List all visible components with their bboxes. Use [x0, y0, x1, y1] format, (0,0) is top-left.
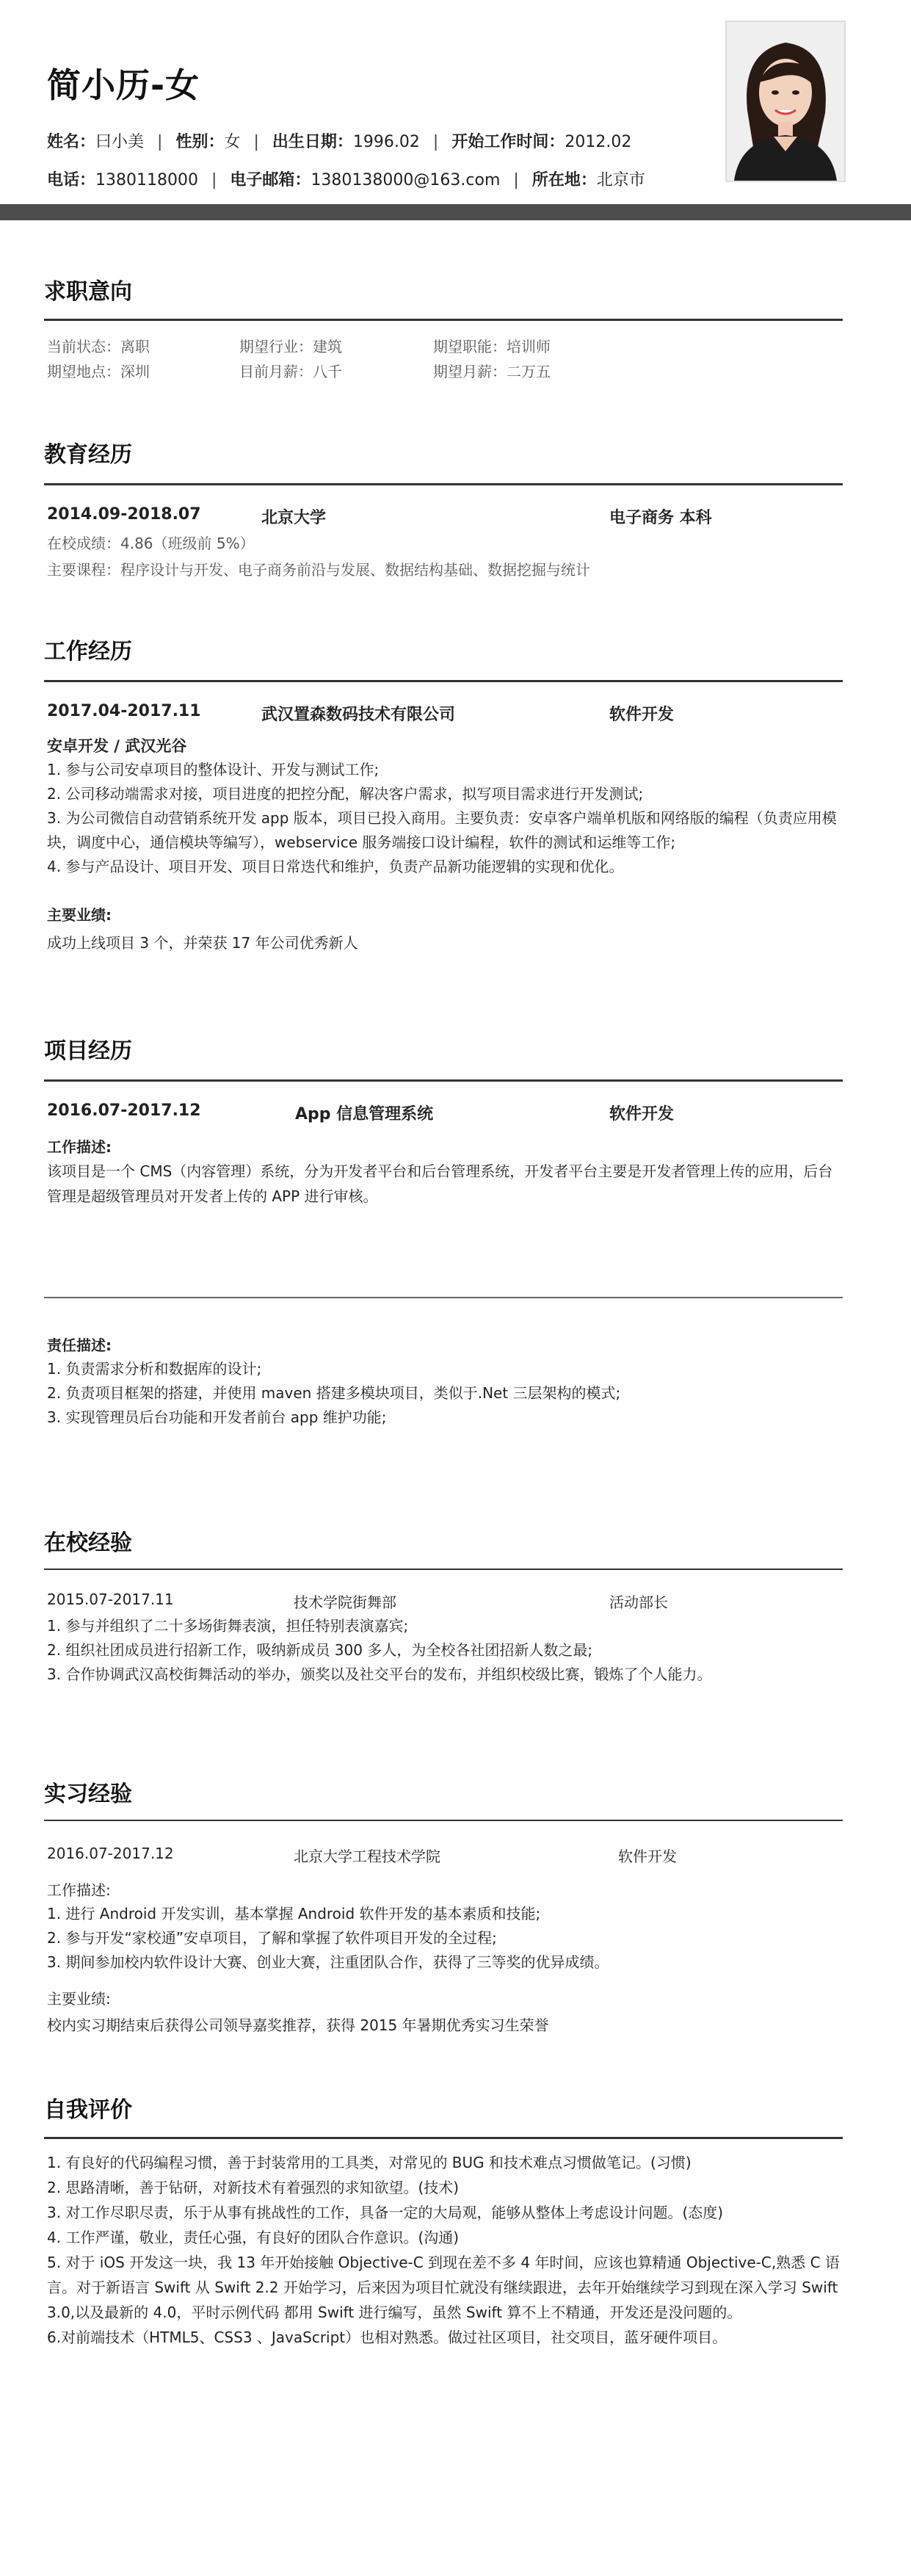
work-achieve-label: 主要业绩: [47, 906, 112, 924]
section-divider [44, 1297, 843, 1298]
campus-period: 2015.07-2017.11 [47, 1591, 174, 1608]
work-section-title: 工作经历 [44, 639, 132, 665]
separator: | [253, 133, 259, 151]
work-company: 武汉置森数码技术有限公司 [261, 706, 456, 724]
section-divider [44, 319, 843, 321]
list-item: 6.对前端技术（HTML5、CSS3 、JavaScript）也相对熟悉。做过社区项目，社交项目，蓝牙硬件项目。 [47, 2329, 727, 2346]
list-item: 2. 组织社团成员进行招新工作，吸纳新成员 300 多人，为全校各社团招新人数之最; [47, 1641, 593, 1659]
list-item: 2. 参与开发“家校通”安卓项目，了解和掌握了软件项目开发的全过程; [47, 1929, 497, 1947]
intern-section-title: 实习经验 [44, 1781, 132, 1807]
phone-label: 电话： [47, 171, 96, 189]
work-start-value: 2012.02 [565, 133, 632, 151]
location-value: 北京市 [596, 171, 645, 189]
section-divider [44, 1079, 843, 1082]
education-score: 在校成绩：4.86（班级前 5%） [47, 535, 255, 552]
intern-org: 北京大学工程技术学院 [294, 1848, 440, 1865]
intern-desc-label: 工作描述: [47, 1881, 111, 1899]
phone-value: 1380118000 [95, 171, 198, 189]
self-eval-list [47, 2150, 843, 2350]
section-divider [44, 1569, 843, 1570]
list-item: 2. 思路清晰，善于钻研，对新技术有着强烈的求知欲望。(技术) [47, 2179, 460, 2196]
list-item: 5. 对于 iOS 开发这一块，我 13 年开始接触 Objective-C 到现在差不多 4 年时间，应该也算精通 Objective-C,熟悉 C 语言。对于新语言 Swift 从 Swift 2.2 开始学习，后来因为项目忙就没有继续跟进，去年开始继续学习到现在深入学习 Swift 3.0,以及最新的 4.0，平时示例代码 都用 Swift 进行编写，虽然 Swift 算不上不精通，开发还是没问题的。 [47, 2254, 840, 2321]
resume-title: 简小历-女 [47, 65, 200, 105]
name-value: 曰小美 [95, 133, 145, 151]
portrait-icon [727, 22, 844, 181]
intent-status [47, 335, 150, 356]
list-item: 1. 参与公司安卓项目的整体设计、开发与测试工作; [47, 761, 380, 778]
list-item: 3. 为公司微信自动营销系统开发 app 版本，项目已投入商用。主要负责：安卓客户端单机版和网络版的编程（负责应用模块，调度中心，通信模块等编写），webservice 服务端接口设计编程，软件的测试和运维等工作; [47, 809, 837, 851]
section-divider [44, 1820, 843, 1821]
separator: | [513, 171, 519, 189]
email-label: 电子邮箱： [230, 171, 311, 189]
intent-industry [239, 335, 342, 356]
list-item: 4. 参与产品设计、项目开发、项目日常迭代和维护，负责产品新功能逻辑的实现和优化。 [47, 858, 624, 875]
project-desc-label: 工作描述: [47, 1138, 112, 1156]
basic-info-line-2 [47, 167, 645, 190]
self-section-title: 自我评价 [44, 2097, 132, 2123]
list-item: 3. 期间参加校内软件设计大赛、创业大赛，注重团队合作，获得了三等奖的优异成绩。 [47, 1953, 609, 1971]
intern-period: 2016.07-2017.12 [47, 1845, 174, 1862]
education-period: 2014.09-2018.07 [47, 505, 201, 524]
basic-info-line-1 [47, 129, 631, 152]
list-item: 2. 公司移动端需求对接，项目进度的把控分配，解决客户需求，拟写项目需求进行开发测试; [47, 785, 644, 803]
intent-expected-salary-value: 二万五 [507, 363, 551, 380]
separator: | [211, 171, 217, 189]
intern-achieve: 校内实习期结束后获得公司领导嘉奖推荐，获得 2015 年暑期优秀实习生荣誉 [47, 2016, 549, 2034]
project-name: App 信息管理系统 [295, 1105, 434, 1124]
intent-status-label: 当前状态： [47, 338, 120, 355]
project-section-title: 项目经历 [44, 1038, 132, 1064]
intent-section-title: 求职意向 [44, 279, 132, 305]
project-duty-list [47, 1357, 843, 1430]
section-divider [44, 680, 843, 682]
education-school: 北京大学 [261, 509, 327, 527]
work-row [47, 702, 843, 724]
section-divider [44, 483, 843, 485]
list-item: 1. 有良好的代码编程习惯，善于封装常用的工具类，对常见的 BUG 和技术难点习惯做笔记。(习惯) [47, 2154, 692, 2171]
birth-value: 1996.02 [352, 133, 420, 151]
list-item: 2. 负责项目框架的搭建，并使用 maven 搭建多模块项目，类似于.Net 三层架构的模式; [47, 1384, 621, 1402]
intent-expected-salary-label: 期望月薪： [433, 363, 507, 380]
education-section-title: 教育经历 [44, 442, 132, 468]
intent-current-salary-label: 目前月薪： [239, 363, 313, 380]
campus-role: 活动部长 [609, 1593, 668, 1611]
work-role: 软件开发 [609, 706, 675, 724]
intent-current-salary [239, 360, 342, 381]
campus-row [47, 1591, 843, 1613]
intent-industry-value: 建筑 [313, 338, 342, 355]
intent-place [47, 360, 150, 381]
work-start-label: 开始工作时间： [451, 133, 565, 151]
list-item: 3. 对工作尽职尽责，乐于从事有挑战性的工作，具备一定的大局观，能够从整体上考虑设计问题。(态度) [47, 2204, 724, 2221]
intern-achieve-label: 主要业绩: [47, 1990, 111, 2008]
intern-row [47, 1845, 843, 1867]
list-item: 3. 实现管理员后台功能和开发者前台 app 维护功能; [47, 1408, 387, 1426]
section-divider [44, 2137, 843, 2139]
intent-position-value: 培训师 [507, 338, 551, 355]
work-duty-list [47, 758, 843, 879]
project-row [47, 1101, 843, 1124]
campus-list [47, 1614, 843, 1687]
education-courses: 主要课程：程序设计与开发、电子商务前沿与发展、数据结构基础、数据挖掘与统计 [47, 561, 590, 579]
location-label: 所在地： [531, 171, 597, 189]
project-duty-label: 责任描述: [47, 1336, 112, 1354]
education-row [47, 505, 843, 527]
intent-position [433, 335, 551, 356]
intent-status-value: 离职 [120, 338, 150, 355]
project-period: 2016.07-2017.12 [47, 1101, 201, 1120]
project-desc: 该项目是一个 CMS（内容管理）系统，分为开发者平台和后台管理系统，开发者平台主要是开发者管理上传的应用，后台管理是超级管理员对开发者上传的 APP 进行审核。 [47, 1162, 833, 1205]
work-achieve: 成功上线项目 3 个，并荣获 17 年公司优秀新人 [47, 934, 358, 952]
list-item: 1. 参与并组织了二十多场街舞表演，担任特别表演嘉宾; [47, 1617, 409, 1635]
intent-position-label: 期望职能： [433, 338, 507, 355]
name-label: 姓名： [47, 133, 96, 151]
work-period: 2017.04-2017.11 [47, 702, 201, 720]
birth-label: 出生日期： [272, 133, 353, 151]
intent-industry-label: 期望行业： [239, 338, 313, 355]
intent-place-label: 期望地点： [47, 363, 120, 380]
list-item: 1. 负责需求分析和数据库的设计; [47, 1360, 262, 1378]
separator: | [432, 133, 439, 151]
list-item: 1. 进行 Android 开发实训，基本掌握 Android 软件开发的基本素质和技能; [47, 1905, 541, 1922]
gender-label: 性别： [175, 133, 225, 151]
separator: | [157, 133, 163, 151]
education-major: 电子商务 本科 [609, 509, 712, 527]
list-item: 4. 工作严谨，敬业，责任心强，有良好的团队合作意识。(沟通) [47, 2229, 460, 2246]
campus-section-title: 在校经验 [44, 1530, 132, 1556]
intent-current-salary-value: 八千 [313, 363, 342, 380]
avatar-photo [725, 21, 846, 182]
intent-expected-salary [433, 360, 551, 381]
project-role: 软件开发 [609, 1105, 675, 1124]
campus-org: 技术学院街舞部 [294, 1593, 396, 1611]
intent-place-value: 深圳 [120, 363, 150, 380]
gender-value: 女 [224, 133, 241, 151]
intern-list [47, 1902, 843, 1975]
email-value: 1380138000@163.com [311, 171, 501, 189]
intern-role: 软件开发 [618, 1848, 677, 1865]
work-subtitle: 安卓开发 / 武汉光谷 [47, 737, 187, 755]
list-item: 3. 合作协调武汉高校街舞活动的举办，颁奖以及社交平台的发布，并组织校级比赛，锻炼了个人能力。 [47, 1665, 712, 1683]
header-divider-bar [0, 204, 911, 220]
